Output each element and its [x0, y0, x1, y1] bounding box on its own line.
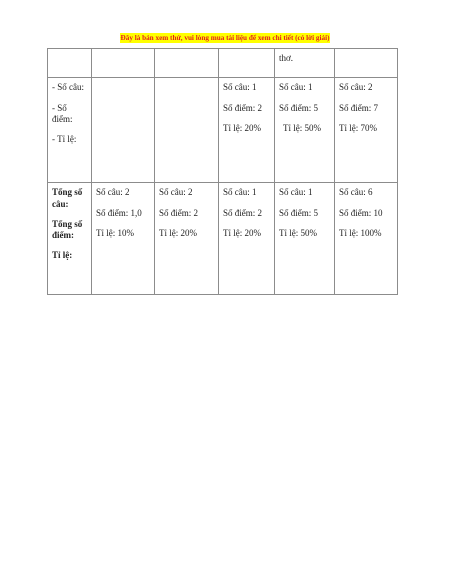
table-row: [48, 49, 398, 78]
label-ti-le: Tỉ lệ:: [52, 250, 73, 261]
table-cell: [275, 183, 335, 295]
table-cell: [219, 49, 275, 78]
table-cell: [219, 183, 275, 295]
cell-so-cau: Số câu: 1: [279, 187, 313, 198]
table-cell: [275, 78, 335, 183]
cell-so-cau: Số câu: 2: [159, 187, 193, 198]
table-cell: [92, 49, 155, 78]
cell-ti-le: Tỉ lệ: 70%: [339, 122, 377, 133]
cell-so-diem: Số điểm: 10: [339, 207, 383, 218]
table-cell: [335, 49, 398, 78]
row-label-cell: [48, 78, 92, 183]
table-cell: [155, 78, 219, 183]
cell-so-diem: Số điểm: 2: [223, 207, 263, 218]
label-ti-le: - Tỉ lệ:: [52, 134, 77, 144]
label-tong-so-diem: Tổng số điểm:: [52, 218, 83, 240]
cell-so-cau: Số câu: 1: [223, 82, 257, 93]
table-cell: [219, 78, 275, 183]
cell-so-diem: Số điểm: 5: [279, 102, 319, 113]
table-cell: [335, 183, 398, 295]
table-cell: [335, 78, 398, 183]
cell-so-cau: Số câu: 1: [279, 82, 313, 93]
label-so-cau: - Số câu:: [52, 82, 84, 93]
cell-so-diem: Số điểm: 7: [339, 102, 379, 113]
cell-so-cau: Số câu: 6: [339, 187, 373, 198]
cell-ti-le: Tỉ lệ: 10%: [96, 227, 134, 238]
table-cell: [48, 49, 92, 78]
label-so-diem: - Số điểm:: [52, 102, 73, 124]
cell-so-cau: Số câu: 2: [96, 187, 130, 198]
row-label-cell: [48, 183, 92, 295]
preview-banner: [0, 27, 450, 45]
table-row: [48, 183, 398, 295]
cell-ti-le: Tỉ lệ: 100%: [339, 227, 382, 238]
preview-banner-text: Đây là bản xem thử, vui lòng mua tài liệu để xem chi tiết (có lời giải): [120, 34, 330, 42]
cell-so-diem: Số điểm: 2: [159, 207, 199, 218]
table-cell: [155, 183, 219, 295]
cell-ti-le: Tỉ lệ: 50%: [283, 122, 321, 133]
cell-so-diem: Số điểm: 1,0: [96, 207, 142, 218]
cell-ti-le: Tỉ lệ: 50%: [279, 227, 317, 238]
table-cell: [92, 78, 155, 183]
table-cell: [275, 49, 335, 78]
cell-ti-le: Tỉ lệ: 20%: [159, 227, 197, 238]
cell-so-cau: Số câu: 2: [339, 82, 373, 93]
cell-text: thơ.: [279, 53, 294, 63]
table-cell: [155, 49, 219, 78]
cell-so-cau: Số câu: 1: [223, 187, 257, 198]
cell-ti-le: Tỉ lệ: 20%: [223, 122, 261, 133]
score-matrix-table: [47, 48, 398, 295]
cell-so-diem: Số điểm: 5: [279, 207, 319, 218]
label-tong-so-cau: Tổng số câu:: [52, 187, 83, 209]
cell-ti-le: Tỉ lệ: 20%: [223, 227, 261, 238]
cell-so-diem: Số điểm: 2: [223, 102, 263, 113]
table-cell: [92, 183, 155, 295]
table-row: [48, 78, 398, 183]
